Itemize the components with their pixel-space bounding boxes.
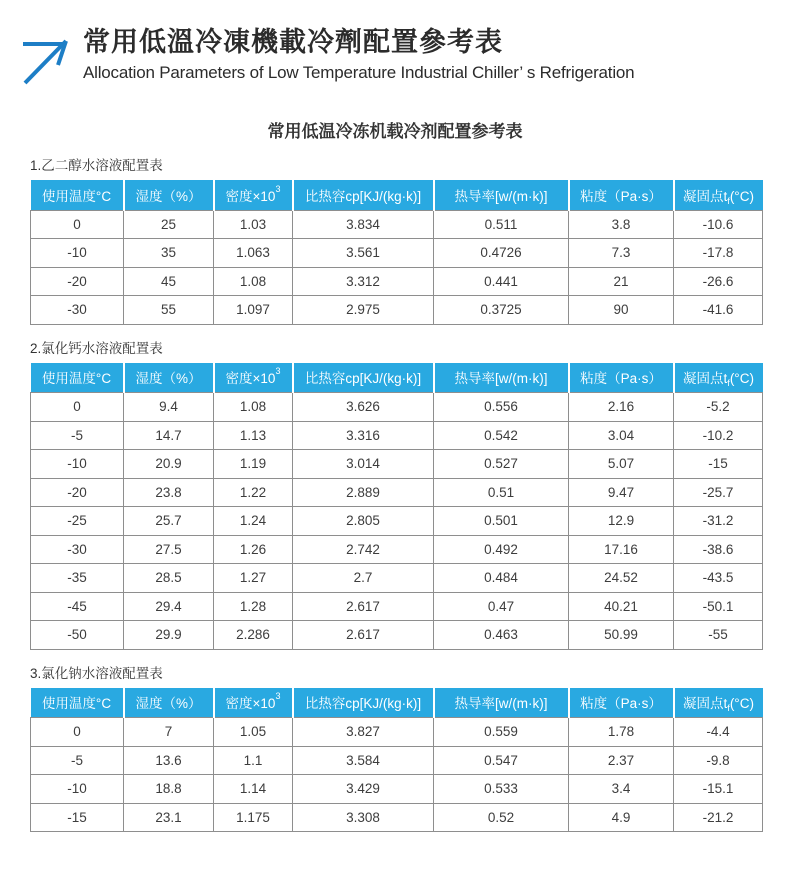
table-cell: 2.617 [293,592,434,621]
column-header [124,688,214,718]
column-header-text: 热导率[w/(m·k)] [454,188,548,204]
column-header-text: 粘度（Pa·s） [580,371,662,387]
table-cell: 7.3 [569,239,674,268]
column-header-text: 3 [275,366,281,377]
table-cell: 0.51 [434,478,569,507]
column-header-text: 使用温度°C [41,371,112,387]
table-row [31,267,763,296]
table-cell: -30 [31,535,124,564]
table-cell: 0 [31,718,124,747]
table-row [31,239,763,268]
table-cell: 55 [124,296,214,325]
column-header-text: f [727,378,730,389]
table-cell: 2.286 [214,621,293,650]
table-cell: 2.37 [569,746,674,775]
table-cell: 9.4 [124,393,214,422]
table-cell: 3.834 [293,210,434,239]
table-cell: 0.501 [434,507,569,536]
column-header [434,180,569,210]
table-cell: -21.2 [674,803,763,832]
solution-section [30,666,762,833]
table-cell: -10 [31,450,124,479]
column-header [124,363,214,393]
table-cell: 1.05 [214,718,293,747]
table-cell: -41.6 [674,296,763,325]
column-header-text: 密度×10 [225,371,276,387]
column-header [569,363,674,393]
table-cell: 1.1 [214,746,293,775]
column-header-text: 比热容cp[KJ/(kg·k)] [304,371,422,387]
table-cell: -20 [31,478,124,507]
section-label: 1.乙二醇水溶液配置表 [30,158,163,173]
table-cell: 23.1 [124,803,214,832]
table-cell: 0.52 [434,803,569,832]
solution-section [30,158,762,325]
column-header [214,180,293,210]
table-cell: -35 [31,564,124,593]
table-cell: 0.3725 [434,296,569,325]
header-row [31,688,763,718]
column-header [31,180,124,210]
table-cell: 2.16 [569,393,674,422]
column-header-text: 凝固点t [683,696,728,712]
column-header-text: 湿度（%） [135,371,202,387]
table-cell: 1.097 [214,296,293,325]
table-cell: 40.21 [569,592,674,621]
table-cell: -50.1 [674,592,763,621]
table-row [31,746,763,775]
table-cell: 23.8 [124,478,214,507]
column-header-text: 3 [275,183,281,194]
table-cell: -20 [31,267,124,296]
table-cell: 0.556 [434,393,569,422]
data-table [30,688,763,833]
table-cell: 12.9 [569,507,674,536]
table-row [31,775,763,804]
table-cell: -5 [31,746,124,775]
table-row [31,507,763,536]
table-cell: 35 [124,239,214,268]
table-cell: 18.8 [124,775,214,804]
table-cell: 0 [31,210,124,239]
column-header-text: f [727,195,730,206]
table-cell: 3.312 [293,267,434,296]
arrow-up-right-icon [20,30,70,88]
table-cell: -30 [31,296,124,325]
table-cell: -15.1 [674,775,763,804]
table-cell: 0.4726 [434,239,569,268]
table-row [31,621,763,650]
column-header [214,363,293,393]
section-label: 2.氯化钙水溶液配置表 [30,340,163,356]
column-header [31,688,124,718]
table-cell: 1.78 [569,718,674,747]
table-cell: 2.742 [293,535,434,564]
header-row [31,363,763,393]
table-cell: 7 [124,718,214,747]
column-header-text: 热导率[w/(m·k)] [454,696,548,712]
table-cell: -31.2 [674,507,763,536]
table-cell: 0.559 [434,718,569,747]
column-header-text: 使用温度°C [41,696,112,712]
column-header-text: 密度×10 [225,696,276,712]
data-table [30,363,763,650]
page-title: 常用低溫冷凍機載冷劑配置參考表 [83,27,503,57]
data-table [30,180,763,325]
column-header-text: 湿度（%） [135,696,202,712]
table-cell: 0.542 [434,421,569,450]
table-cell: 2.7 [293,564,434,593]
column-header-text: (°C) [729,696,754,712]
table-cell: -17.8 [674,239,763,268]
column-header-text: 密度×10 [225,188,276,204]
table-cell: 3.014 [293,450,434,479]
table-cell: 1.063 [214,239,293,268]
column-header-text: f [727,703,730,714]
table-cell: 4.9 [569,803,674,832]
table-cell: 1.175 [214,803,293,832]
table-cell: 90 [569,296,674,325]
table-cell: 25.7 [124,507,214,536]
table-cell: 45 [124,267,214,296]
table-row [31,592,763,621]
table-cell: -43.5 [674,564,763,593]
table-cell: 1.24 [214,507,293,536]
table-row [31,210,763,239]
table-cell: 3.316 [293,421,434,450]
table-row [31,421,763,450]
column-header-text: 3 [275,691,281,702]
table-cell: 3.561 [293,239,434,268]
column-header-text: 粘度（Pa·s） [580,188,662,204]
column-header [434,363,569,393]
table-cell: 1.03 [214,210,293,239]
table-cell: -15 [31,803,124,832]
table-row [31,478,763,507]
table-cell: -10 [31,239,124,268]
table-cell: 1.14 [214,775,293,804]
tables-container [0,158,790,832]
table-cell: -15 [674,450,763,479]
table-cell: -38.6 [674,535,763,564]
column-header-text: 比热容cp[KJ/(kg·k)] [304,696,422,712]
table-cell: 0.484 [434,564,569,593]
section-label: 3.氯化钠水溶液配置表 [30,665,163,681]
table-cell: -10.2 [674,421,763,450]
table-cell: -5 [31,421,124,450]
table-cell: 3.584 [293,746,434,775]
table-cell: -10 [31,775,124,804]
table-cell: 1.27 [214,564,293,593]
table-cell: -45 [31,592,124,621]
column-header [31,363,124,393]
table-cell: 50.99 [569,621,674,650]
table-cell: 1.22 [214,478,293,507]
table-cell: -50 [31,621,124,650]
table-cell: -10.6 [674,210,763,239]
table-cell: 0.47 [434,592,569,621]
table-cell: 25 [124,210,214,239]
table-cell: -25 [31,507,124,536]
table-cell: 0.511 [434,210,569,239]
column-header [124,180,214,210]
table-cell: -4.4 [674,718,763,747]
table-cell: 3.8 [569,210,674,239]
column-header [674,688,763,718]
table-cell: 3.429 [293,775,434,804]
column-header [293,688,434,718]
column-header [569,180,674,210]
column-header [569,688,674,718]
table-cell: 1.13 [214,421,293,450]
table-row [31,393,763,422]
header-row [31,180,763,210]
column-header-text: 热导率[w/(m·k)] [454,371,548,387]
table-cell: 3.827 [293,718,434,747]
table-cell: 2.975 [293,296,434,325]
column-header [434,688,569,718]
table-cell: 0.527 [434,450,569,479]
table-cell: 9.47 [569,478,674,507]
table-cell: 20.9 [124,450,214,479]
column-header-text: (°C) [729,371,754,387]
table-cell: -9.8 [674,746,763,775]
column-header [293,180,434,210]
table-cell: 28.5 [124,564,214,593]
column-header [214,688,293,718]
table-cell: -25.7 [674,478,763,507]
table-cell: 17.16 [569,535,674,564]
table-cell: 1.28 [214,592,293,621]
column-header-text: 比热容cp[KJ/(kg·k)] [304,188,422,204]
table-cell: 27.5 [124,535,214,564]
column-header-text: 湿度（%） [135,188,202,204]
table-cell: 3.04 [569,421,674,450]
column-header [674,180,763,210]
table-cell: 29.4 [124,592,214,621]
table-cell: 3.626 [293,393,434,422]
column-header-text: 粘度（Pa·s） [580,696,662,712]
table-cell: 0.492 [434,535,569,564]
table-cell: -26.6 [674,267,763,296]
table-cell: 13.6 [124,746,214,775]
table-row [31,718,763,747]
table-cell: 21 [569,267,674,296]
column-header-text: 凝固点t [683,371,728,387]
table-cell: 0.533 [434,775,569,804]
column-header-text: 凝固点t [683,188,728,204]
table-cell: 2.805 [293,507,434,536]
table-cell: 0 [31,393,124,422]
table-cell: 29.9 [124,621,214,650]
table-cell: 0.441 [434,267,569,296]
table-row [31,803,763,832]
table-cell: 1.08 [214,393,293,422]
table-cell: 14.7 [124,421,214,450]
column-header [293,363,434,393]
table-cell: 1.26 [214,535,293,564]
document-title: 常用低温冷冻机载冷剂配置参考表 [267,122,523,141]
solution-section [30,341,762,650]
table-cell: 1.19 [214,450,293,479]
table-row [31,450,763,479]
column-header-text: 使用温度°C [41,188,112,204]
banner-text [83,24,634,84]
page-header [0,0,790,88]
table-cell: 2.617 [293,621,434,650]
table-cell: 3.4 [569,775,674,804]
column-header [674,363,763,393]
table-row [31,296,763,325]
table-cell: 24.52 [569,564,674,593]
table-cell: 2.889 [293,478,434,507]
page-subtitle: Allocation Parameters of Low Temperature Industrial Chiller’ s Refrigeration [83,63,635,82]
table-cell: 3.308 [293,803,434,832]
table-cell: 0.547 [434,746,569,775]
table-cell: 0.463 [434,621,569,650]
table-cell: -5.2 [674,393,763,422]
table-cell: -55 [674,621,763,650]
table-cell: 5.07 [569,450,674,479]
column-header-text: (°C) [729,188,754,204]
table-cell: 1.08 [214,267,293,296]
table-row [31,564,763,593]
table-row [31,535,763,564]
